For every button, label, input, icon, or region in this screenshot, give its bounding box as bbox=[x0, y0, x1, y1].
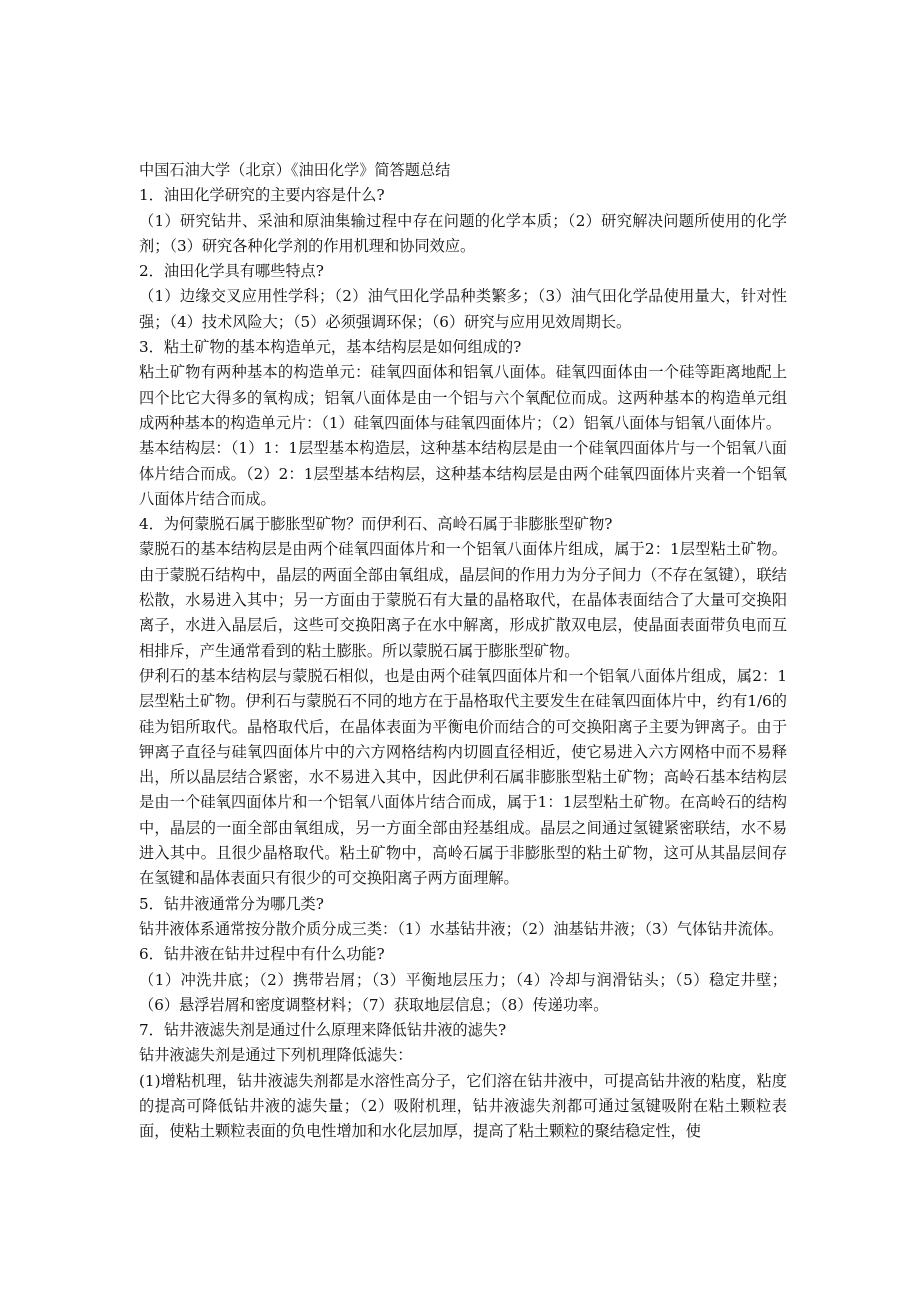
answer-7-intro: 钻井液滤失剂是通过下列机理降低滤失： bbox=[139, 1046, 413, 1065]
answer-4-montmorillonite: 蒙脱石的基本结构层是由两个硅氧四面体片和一个铝氧八面体片组成，属于2：1层型粘土矿物。由于蒙脱石结构中，晶层的两面全部由氧组成，晶层间的作用力为分子间力（不存在氢键），联结松散，水易进入其中；另一方面由于蒙脱石有大量的晶格取代，在晶体表面结合了大量可交换阳离子，水进入晶层后，这些可交换阳离子在水中解离，形成扩散双电层，使晶面表面带负电而互相排斥，产生通常看到的粘土膨胀。所以蒙脱石属于膨胀型矿物。 bbox=[139, 540, 787, 660]
answer-2: （1）边缘交叉应用性学科；（2）油气田化学品种类繁多；（3）油气田化学品使用量大，针对性强；（4）技术风险大；（5）必须强调环保；（6）研究与应用见效周期长。 bbox=[139, 287, 787, 331]
question-4: 4．为何蒙脱石属于膨胀型矿物？而伊利石、高岭石属于非膨胀型矿物? bbox=[139, 515, 613, 534]
answer-4-illite-kaolinite: 伊利石的基本结构层与蒙脱石相似，也是由两个硅氧四面体片和一个铝氧八面体片组成，属2：1层型粘土矿物。伊利石与蒙脱石不同的地方在于晶格取代主要发生在硅氧四面体片中，约有1/6的硅为铝所取代。晶格取代后，在晶体表面为平衡电价而结合的可交换阳离子主要为钾离子。由于钾离子直径与硅氧四面体片中的六方网格结构内切圆直径相近，使它易进入六方网格中而不易释出，所以晶层结合紧密，水不易进入其中，因此伊利石属非膨胀型粘土矿物；高岭石基本结构层是由一个硅氧四面体片和一个铝氧八面体片结合而成，属于1：1层型粘土矿物。在高岭石的结构中，晶层的一面全部由氧组成，另一方面全部由羟基组成。晶层之间通过氢键紧密联结，水不易进入其中。且很少晶格取代。粘土矿物中，高岭石属于非膨胀型的粘土矿物，这可从其晶层间存在氢键和晶体表面只有很少的可交换阳离子两方面理解。 bbox=[139, 666, 787, 888]
question-1: 1．油田化学研究的主要内容是什么? bbox=[139, 186, 385, 205]
answer-7-mechanisms: (1)增粘机理，钻井液滤失剂都是水溶性高分子，它们溶在钻井液中，可提高钻井液的粘度，粘度的提高可降低钻井液的滤失量；（2）吸附机理，钻井液滤失剂都可通过氢键吸附在粘土颗粒表面，使粘土颗粒表面的负电性增加和水化层加厚，提高了粘土颗粒的聚结稳定性，使 bbox=[139, 1071, 787, 1141]
question-3: 3．粘土矿物的基本构造单元，基本结构层是如何组成的? bbox=[139, 338, 522, 357]
document-title: 中国石油大学（北京）《油田化学》简答题总结 bbox=[139, 161, 451, 179]
question-6: 6．钻井液在钻井过程中有什么功能? bbox=[139, 945, 385, 964]
answer-1: （1）研究钻井、采油和原油集输过程中存在问题的化学本质；（2）研究解决问题所使用的化学剂；（3）研究各种化学剂的作用机理和协同效应。 bbox=[139, 211, 787, 255]
question-5: 5．钻井液通常分为哪几类? bbox=[139, 894, 324, 913]
answer-6: （1）冲洗井底；（2）携带岩屑；（3）平衡地层压力；（4）冷却与润滑钻头；（5）稳定井壁；（6）悬浮岩屑和密度调整材料；（7）获取地层信息；（8）传递功率。 bbox=[139, 970, 787, 1014]
question-2: 2．油田化学具有哪些特点? bbox=[139, 262, 324, 281]
document-page bbox=[139, 158, 787, 1145]
answer-3-units: 粘土矿物有两种基本的构造单元：硅氧四面体和铝氧八面体。硅氧四面体由一个硅等距离地配上四个比它大得多的氧构成；铝氧八面体是由一个铝与六个氧配位而成。这两种基本的构造单元组成两种基本的构造单元片：（1）硅氧四面体与硅氧四面体片；（2）铝氧八面体与铝氧八面体片。 bbox=[139, 363, 787, 432]
answer-5: 钻井液体系通常按分散介质分成三类：（1）水基钻井液；（2）油基钻井液；（3）气体钻井流体。 bbox=[139, 919, 784, 938]
question-7: 7．钻井液滤失剂是通过什么原理来降低钻井液的滤失? bbox=[139, 1021, 507, 1040]
answer-3-layers: 基本结构层：（1）1：1层型基本构造层，这种基本结构层是由一个硅氧四面体片与一个铝氧八面体片结合而成。（2）2：1层型基本结构层，这种基本结构层是由两个硅氧四面体片夹着一个铝氧八面体片结合而成。 bbox=[139, 439, 787, 508]
